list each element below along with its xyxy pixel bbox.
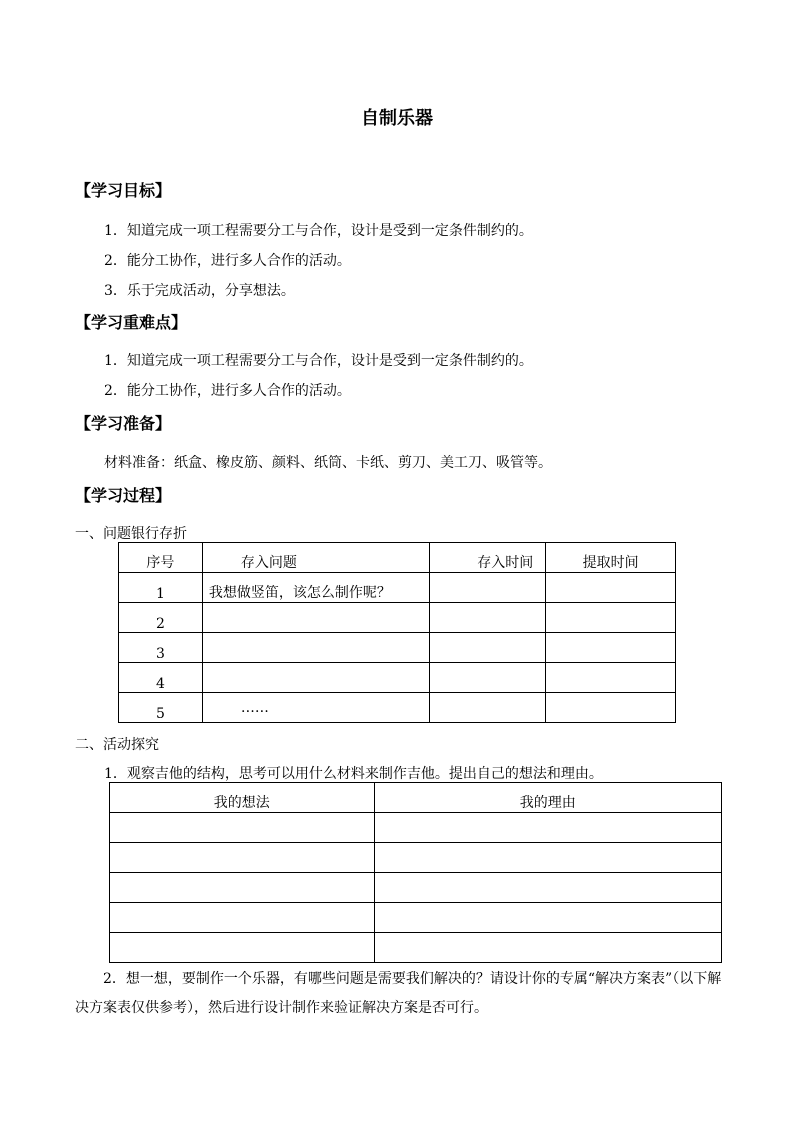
table-header-row xyxy=(119,543,676,573)
table-row xyxy=(119,603,676,633)
question-cell xyxy=(202,603,430,633)
table-row xyxy=(119,573,676,603)
idea-cell xyxy=(110,933,375,963)
header-cell: 我的理由 xyxy=(374,783,721,813)
reason-cell xyxy=(374,903,721,933)
withdraw-time-cell xyxy=(546,603,676,633)
table-row xyxy=(119,693,676,723)
ideas-table xyxy=(109,782,722,963)
section-heading-prep: 【学习准备】 xyxy=(75,414,172,433)
reason-cell xyxy=(374,873,721,903)
withdraw-time-cell xyxy=(546,693,676,723)
table-row xyxy=(110,873,722,903)
table-row xyxy=(110,903,722,933)
reason-cell xyxy=(374,933,721,963)
goal-item: 2．能分工协作，进行多人合作的活动。 xyxy=(104,253,351,269)
row-number: 1 xyxy=(119,573,203,603)
idea-cell xyxy=(110,903,375,933)
section-heading-process: 【学习过程】 xyxy=(75,486,172,505)
table-row xyxy=(119,633,676,663)
question-cell xyxy=(202,633,430,663)
idea-cell xyxy=(110,843,375,873)
table-row xyxy=(119,663,676,693)
withdraw-time-cell xyxy=(546,573,676,603)
question-bank-table xyxy=(118,542,676,723)
question-cell xyxy=(202,663,430,693)
goal-item: 3．乐于完成活动，分享想法。 xyxy=(104,283,295,299)
table-header-row xyxy=(110,783,722,813)
row-number: 2 xyxy=(119,603,203,633)
prep-text: 材料准备：纸盒、橡皮筋、颜料、纸筒、卡纸、剪刀、美工刀、吸管等。 xyxy=(104,455,552,471)
table-row xyxy=(110,933,722,963)
header-cell: 序号 xyxy=(119,543,203,573)
deposit-time-cell xyxy=(430,693,546,723)
deposit-time-cell xyxy=(430,633,546,663)
reason-cell xyxy=(374,843,721,873)
table-row xyxy=(110,813,722,843)
key-point-item: 1．知道完成一项工程需要分工与合作，设计是受到一定条件制约的。 xyxy=(104,353,533,369)
part2-heading: 二、活动探究 xyxy=(75,737,159,753)
row-number: 4 xyxy=(119,663,203,693)
activity-item-1: 1．观察吉他的结构，思考可以用什么材料来制作吉他。提出自己的想法和理由。 xyxy=(104,766,603,782)
idea-cell xyxy=(110,813,375,843)
header-cell: 提取时间 xyxy=(546,543,676,573)
deposit-time-cell xyxy=(430,573,546,603)
header-cell: 我的想法 xyxy=(110,783,375,813)
deposit-time-cell xyxy=(430,663,546,693)
withdraw-time-cell xyxy=(546,633,676,663)
part1-heading: 一、问题银行存折 xyxy=(75,526,187,542)
withdraw-time-cell xyxy=(546,663,676,693)
deposit-time-cell xyxy=(430,603,546,633)
row-number: 3 xyxy=(119,633,203,663)
header-cell: 存入时间 xyxy=(430,543,546,573)
idea-cell xyxy=(110,873,375,903)
table-row xyxy=(110,843,722,873)
key-point-item: 2．能分工协作，进行多人合作的活动。 xyxy=(104,383,351,399)
page-title: 自制乐器 xyxy=(361,108,433,129)
question-cell: …… xyxy=(202,693,430,723)
goal-item: 1．知道完成一项工程需要分工与合作，设计是受到一定条件制约的。 xyxy=(104,223,533,239)
header-cell: 存入问题 xyxy=(202,543,430,573)
question-cell: 我想做竖笛，该怎么制作呢？ xyxy=(202,573,430,603)
section-heading-goals: 【学习目标】 xyxy=(75,181,172,200)
activity-item-2: 2．想一想，要制作一个乐器，有哪些问题是需要我们解决的？请设计你的专属“解决方案表”（以下解决方案表仅供参考），然后进行设计制作来验证解决方案是否可行。 xyxy=(75,971,722,1016)
row-number: 5 xyxy=(119,693,203,723)
reason-cell xyxy=(374,813,721,843)
section-heading-key-points: 【学习重难点】 xyxy=(75,313,188,332)
